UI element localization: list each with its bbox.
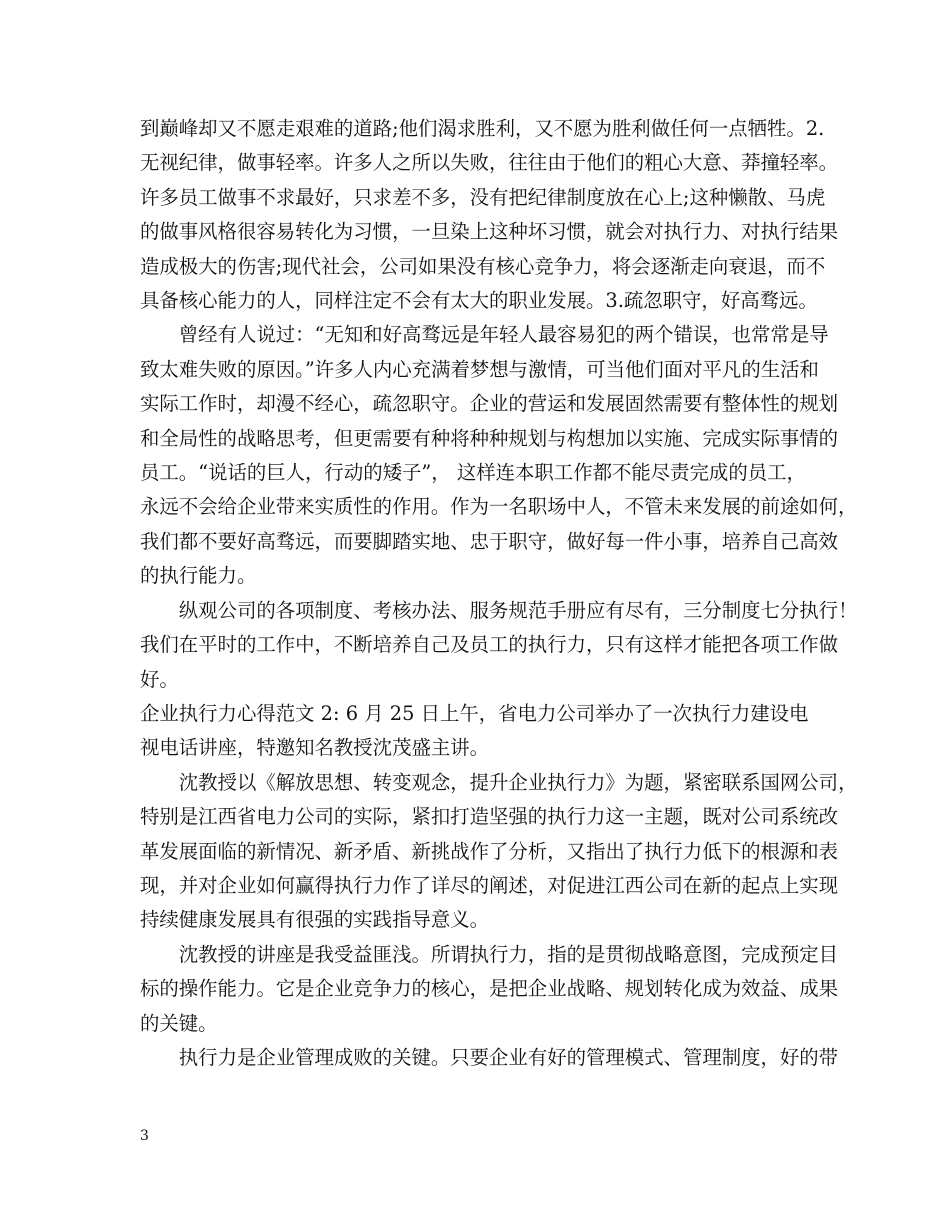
text-line: 标的操作能力。它是企业竞争力的核心，是把企业战略、规划转化成为效益、成果 <box>140 977 839 1001</box>
paragraph <box>140 318 858 593</box>
text-line: 永远不会给企业带来实质性的作用。作为一名职场中人，不管未来发展的前途如何， <box>140 495 858 519</box>
text-line: 我们在平时的工作中，不断培养自己及员工的执行力，只有这样才能把各项工作做 <box>140 633 839 657</box>
text-line: 好。 <box>140 667 179 691</box>
text-line: 现，并对企业如何赢得执行力作了详尽的阐述，对促进江西公司在新的起点上实现 <box>140 873 839 897</box>
text-line: 的做事风格很容易转化为习惯，一旦染上这种坏习惯，就会对执行力、对执行结果 <box>140 220 839 244</box>
text-line: 员工。“说话的巨人，行动的矮子”， 这样连本职工作都不能尽责完成的员工， <box>140 461 806 485</box>
paragraph <box>140 112 839 318</box>
text-line: 和全局性的战略思考，但更需要有种将种种规划与构想加以实施、完成实际事情的 <box>140 426 839 450</box>
text-line: 许多员工做事不求最好，只求差不多，没有把纪律制度放在心上;这种懒散、马虎 <box>140 185 826 209</box>
document-body <box>140 112 858 1075</box>
text-line: 执行力是企业管理成败的关键。只要企业有好的管理模式、管理制度，好的带 <box>178 1045 839 1069</box>
paragraph <box>140 697 830 766</box>
text-line: 具备核心能力的人，同样注定不会有太大的职业发展。3.疏忽职守，好高骛远。 <box>140 289 818 313</box>
text-line: 致太难失败的原因。”许多人内心充满着梦想与激情，可当他们面对平凡的生活和 <box>140 357 819 381</box>
text-line: 沈教授的讲座是我受益匪浅。所谓执行力，指的是贯彻战略意图，完成预定目 <box>178 942 839 966</box>
text-line: 造成极大的伤害;现代社会，公司如果没有核心竞争力，将会逐渐走向衰退，而不 <box>140 254 826 278</box>
text-line: 持续健康发展具有很强的实践指导意义。 <box>140 908 490 932</box>
text-line: 的执行能力。 <box>140 564 257 588</box>
paragraph <box>140 766 858 938</box>
text-line: 到巅峰却又不愿走艰难的道路;他们渴求胜利，又不愿为胜利做任何一点牺牲。2. <box>140 117 825 140</box>
text-line: 曾经有人说过：“无知和好高骛远是年轻人最容易犯的两个错误，也常常是导 <box>178 323 829 347</box>
text-line: 沈教授以《解放思想、转变观念，提升企业执行力》为题，紧密联系国网公司， <box>178 770 858 794</box>
paragraph <box>140 938 839 1041</box>
page-number: 3 <box>140 1128 149 1144</box>
text-line: 我们都不要好高骛远，而要脚踏实地、忠于职守，做好每一件小事，培养自己高效 <box>140 529 839 553</box>
text-line: 特别是江西省电力公司的实际，紧扣打造坚强的执行力这一主题，既对公司系统改 <box>140 805 839 829</box>
paragraph <box>140 1041 839 1075</box>
text-line: 的关键。 <box>140 1011 218 1035</box>
text-line: 实际工作时，却漫不经心，疏忽职守。企业的营运和发展固然需要有整体性的规划 <box>140 392 839 416</box>
text-line: 视电话讲座，特邀知名教授沈茂盛主讲。 <box>140 736 490 760</box>
text-line: 无视纪律，做事轻率。许多人之所以失败，往往由于他们的粗心大意、莽撞轻率。 <box>140 151 839 175</box>
text-line: 企业执行力心得范文 2: 6 月 25 日上午，省电力公司举办了一次执行力建设电 <box>140 701 809 725</box>
paragraph <box>140 594 858 697</box>
text-line: 革发展面临的新情况、新矛盾、新挑战作了分析，又指出了执行力低下的根源和表 <box>140 839 839 863</box>
text-line: 纵观公司的各项制度、考核办法、服务规范手册应有尽有，三分制度七分执行！ <box>178 598 858 622</box>
